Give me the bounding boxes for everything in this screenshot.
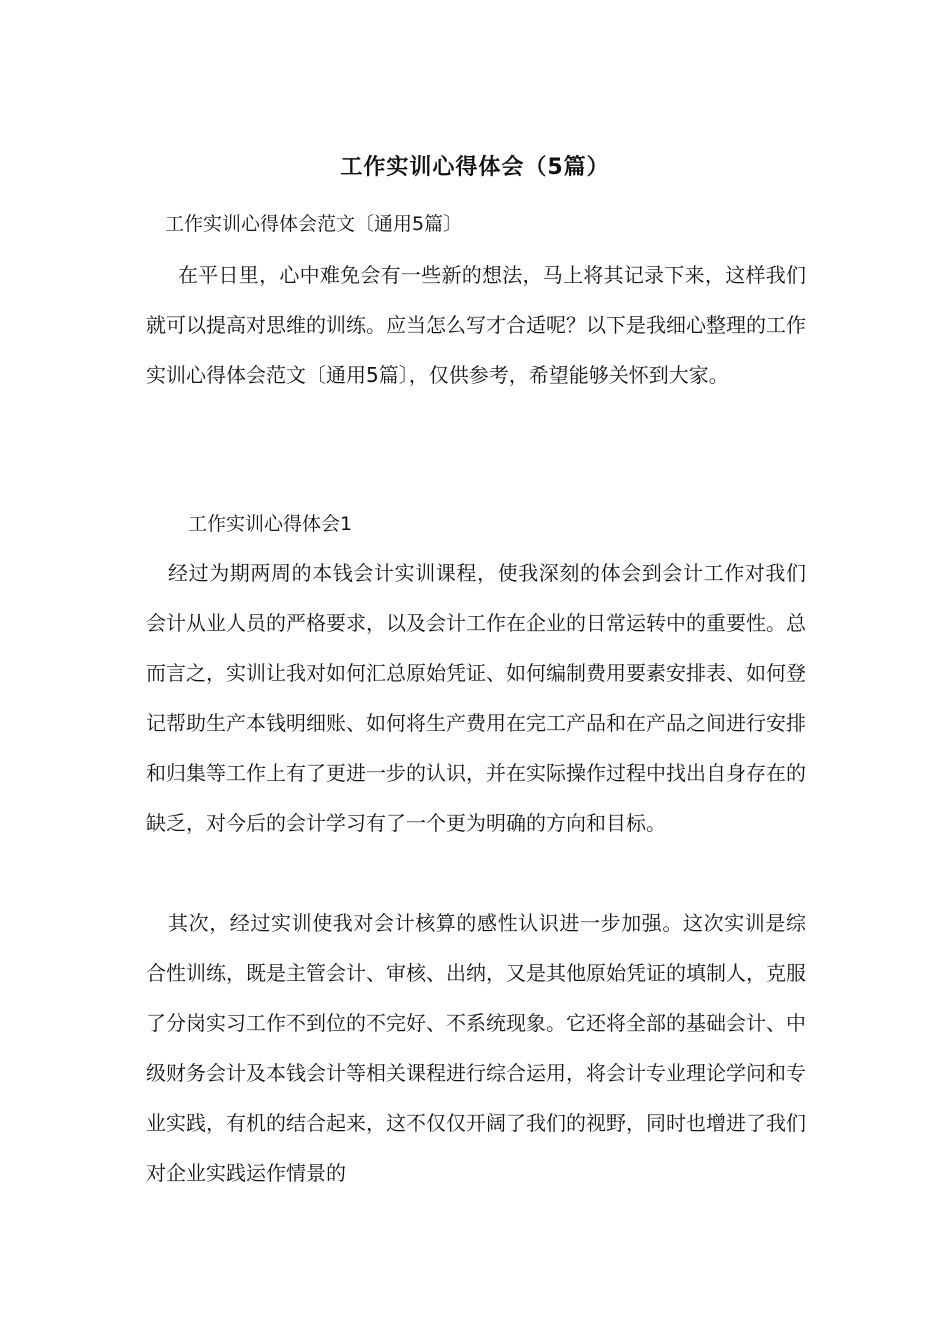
section-heading: 工作实训心得体会1 [188,513,353,535]
body-paragraph-1: 经过为期两周的本钱会计实训课程，使我深刻的体会到会计工作对我们会计从业人员的严格要求，以及会计工作在企业的日常运转中的重要性。总而言之，实训让我对如何汇总原始凭证、如何编制费用要素安排表、如何登记帮助生产本钱明细账、如何将生产费用在完工产品和在产品之间进行安排和归集等工作上有了更进一步的认识，并在实际操作过程中找出自身存在的缺乏，对今后的会计学习有了一个更为明确的方向和目标。 [146,561,806,835]
intro-paragraph: 在平日里，心中难免会有一些新的想法，马上将其记录下来，这样我们就可以提高对思维的训练。应当怎么写才合适呢？以下是我细心整理的工作实训心得体会范文〔通用5篇〕，仅供参考，希望能够关怀到大家。 [146,263,806,387]
document-subtitle: 工作实训心得体会范文〔通用5篇〕 [165,213,463,235]
page-title: 工作实训心得体会（5篇） [340,155,610,180]
body-paragraph-2: 其次，经过实训使我对会计核算的感性认识进一步加强。这次实训是综合性训练，既是主管会计、审核、出纳，又是其他原始凭证的填制人，克服了分岗实习工作不到位的不完好、不系统现象。它还将全部的基础会计、中级财务会计及本钱会计等相关课程进行综合运用，将会计专业理论学问和专业实践，有机的结合起来，这不仅仅开阔了我们的视野，同时也增进了我们对企业实践运作情景的 [146,911,806,1185]
